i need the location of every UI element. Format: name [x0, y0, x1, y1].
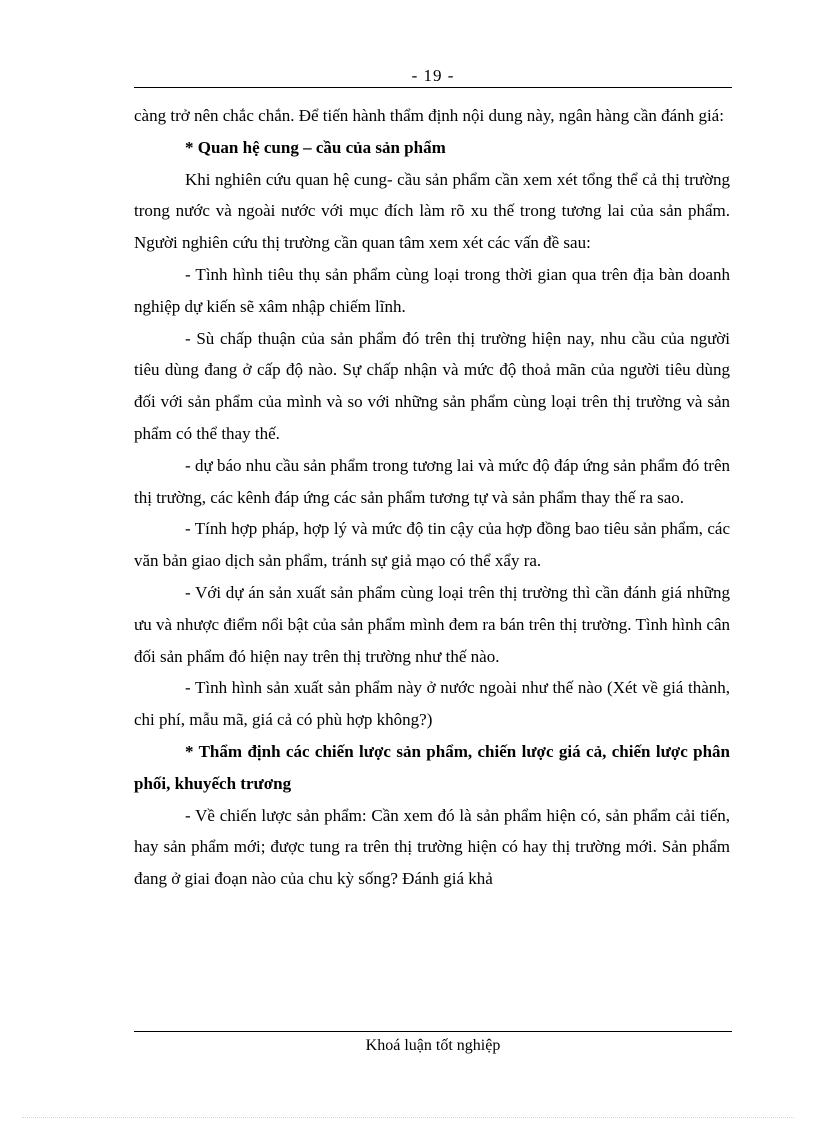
paragraph-9: - Tình hình sản xuất sản phẩm này ở nước ngoài như thế nào (Xét về giá thành, chi phí, mẫu mã, giá cả có phù hợp không?): [134, 678, 730, 730]
footer-rule: [134, 1031, 732, 1032]
page-edge-divider: [22, 1117, 794, 1118]
paragraph-4: - Tình hình tiêu thụ sản phẩm cùng loại trong thời gian qua trên địa bàn doanh nghiệp dự kiến sẽ xâm nhập chiếm lĩnh.: [134, 264, 730, 316]
section-heading-strategies: * Thẩm định các chiến lược sản phẩm, chiến lược giá cả, chiến lược phân phối, khuyếch trương: [134, 741, 730, 793]
page-number: - 19 -: [411, 66, 455, 85]
paragraph-11: - Về chiến lược sản phẩm: Cần xem đó là sản phẩm hiện có, sản phẩm cải tiến, hay sản phẩm mới; được tung ra trên thị trường hiện có hay thị trường mới. Sản phẩm đang ở giai đoạn nào của chu kỳ sống? Đánh giá khả: [134, 805, 730, 889]
paragraph-3: Khi nghiên cứu quan hệ cung- cầu sản phẩm cần xem xét tổng thể cả thị trường trong nước và ngoài nước với mục đích làm rõ xu thế trong tương lai của sản phẩm. Người nghiên cứu thị trường cần quan tâm xem xét các vấn đề sau:: [134, 169, 730, 253]
paragraph-1: càng trở nên chắc chắn. Để tiến hành thẩm định nội dung này, ngân hàng cần đánh giá:: [134, 106, 724, 125]
paragraph-8: - Với dự án sản xuất sản phẩm cùng loại trên thị trường thì cần đánh giá những ưu và nhược điểm nổi bật của sản phẩm mình đem ra bán trên thị trường. Tình hình cân đối sản phẩm đó hiện nay trên thị trường như thế nào.: [134, 582, 730, 666]
section-heading-supply-demand: * Quan hệ cung – cầu của sản phẩm: [185, 137, 446, 157]
footer-text: Khoá luận tốt nghiệp: [365, 1037, 501, 1054]
paragraph-5: - Sù chấp thuận của sản phẩm đó trên thị trường hiện nay, nhu cầu của người tiêu dùng đang ở cấp độ nào. Sự chấp nhận và mức độ thoả mãn của người tiêu dùng đối với sản phẩm của mình và so với những sản phẩm cùng loại trên thị trường và sản phẩm có thể thay thế.: [134, 328, 730, 443]
paragraph-7: - Tính hợp pháp, hợp lý và mức độ tin cậy của hợp đồng bao tiêu sản phẩm, các văn bản giao dịch sản phẩm, tránh sự giả mạo có thể xẩy ra.: [134, 519, 730, 571]
paragraph-6: - dự báo nhu cầu sản phẩm trong tương lai và mức độ đáp ứng sản phẩm đó trên thị trường, các kênh đáp ứng các sản phẩm tương tự và sản phẩm thay thế ra sao.: [134, 455, 730, 507]
body-text: [134, 100, 730, 895]
header-rule: [134, 87, 732, 88]
